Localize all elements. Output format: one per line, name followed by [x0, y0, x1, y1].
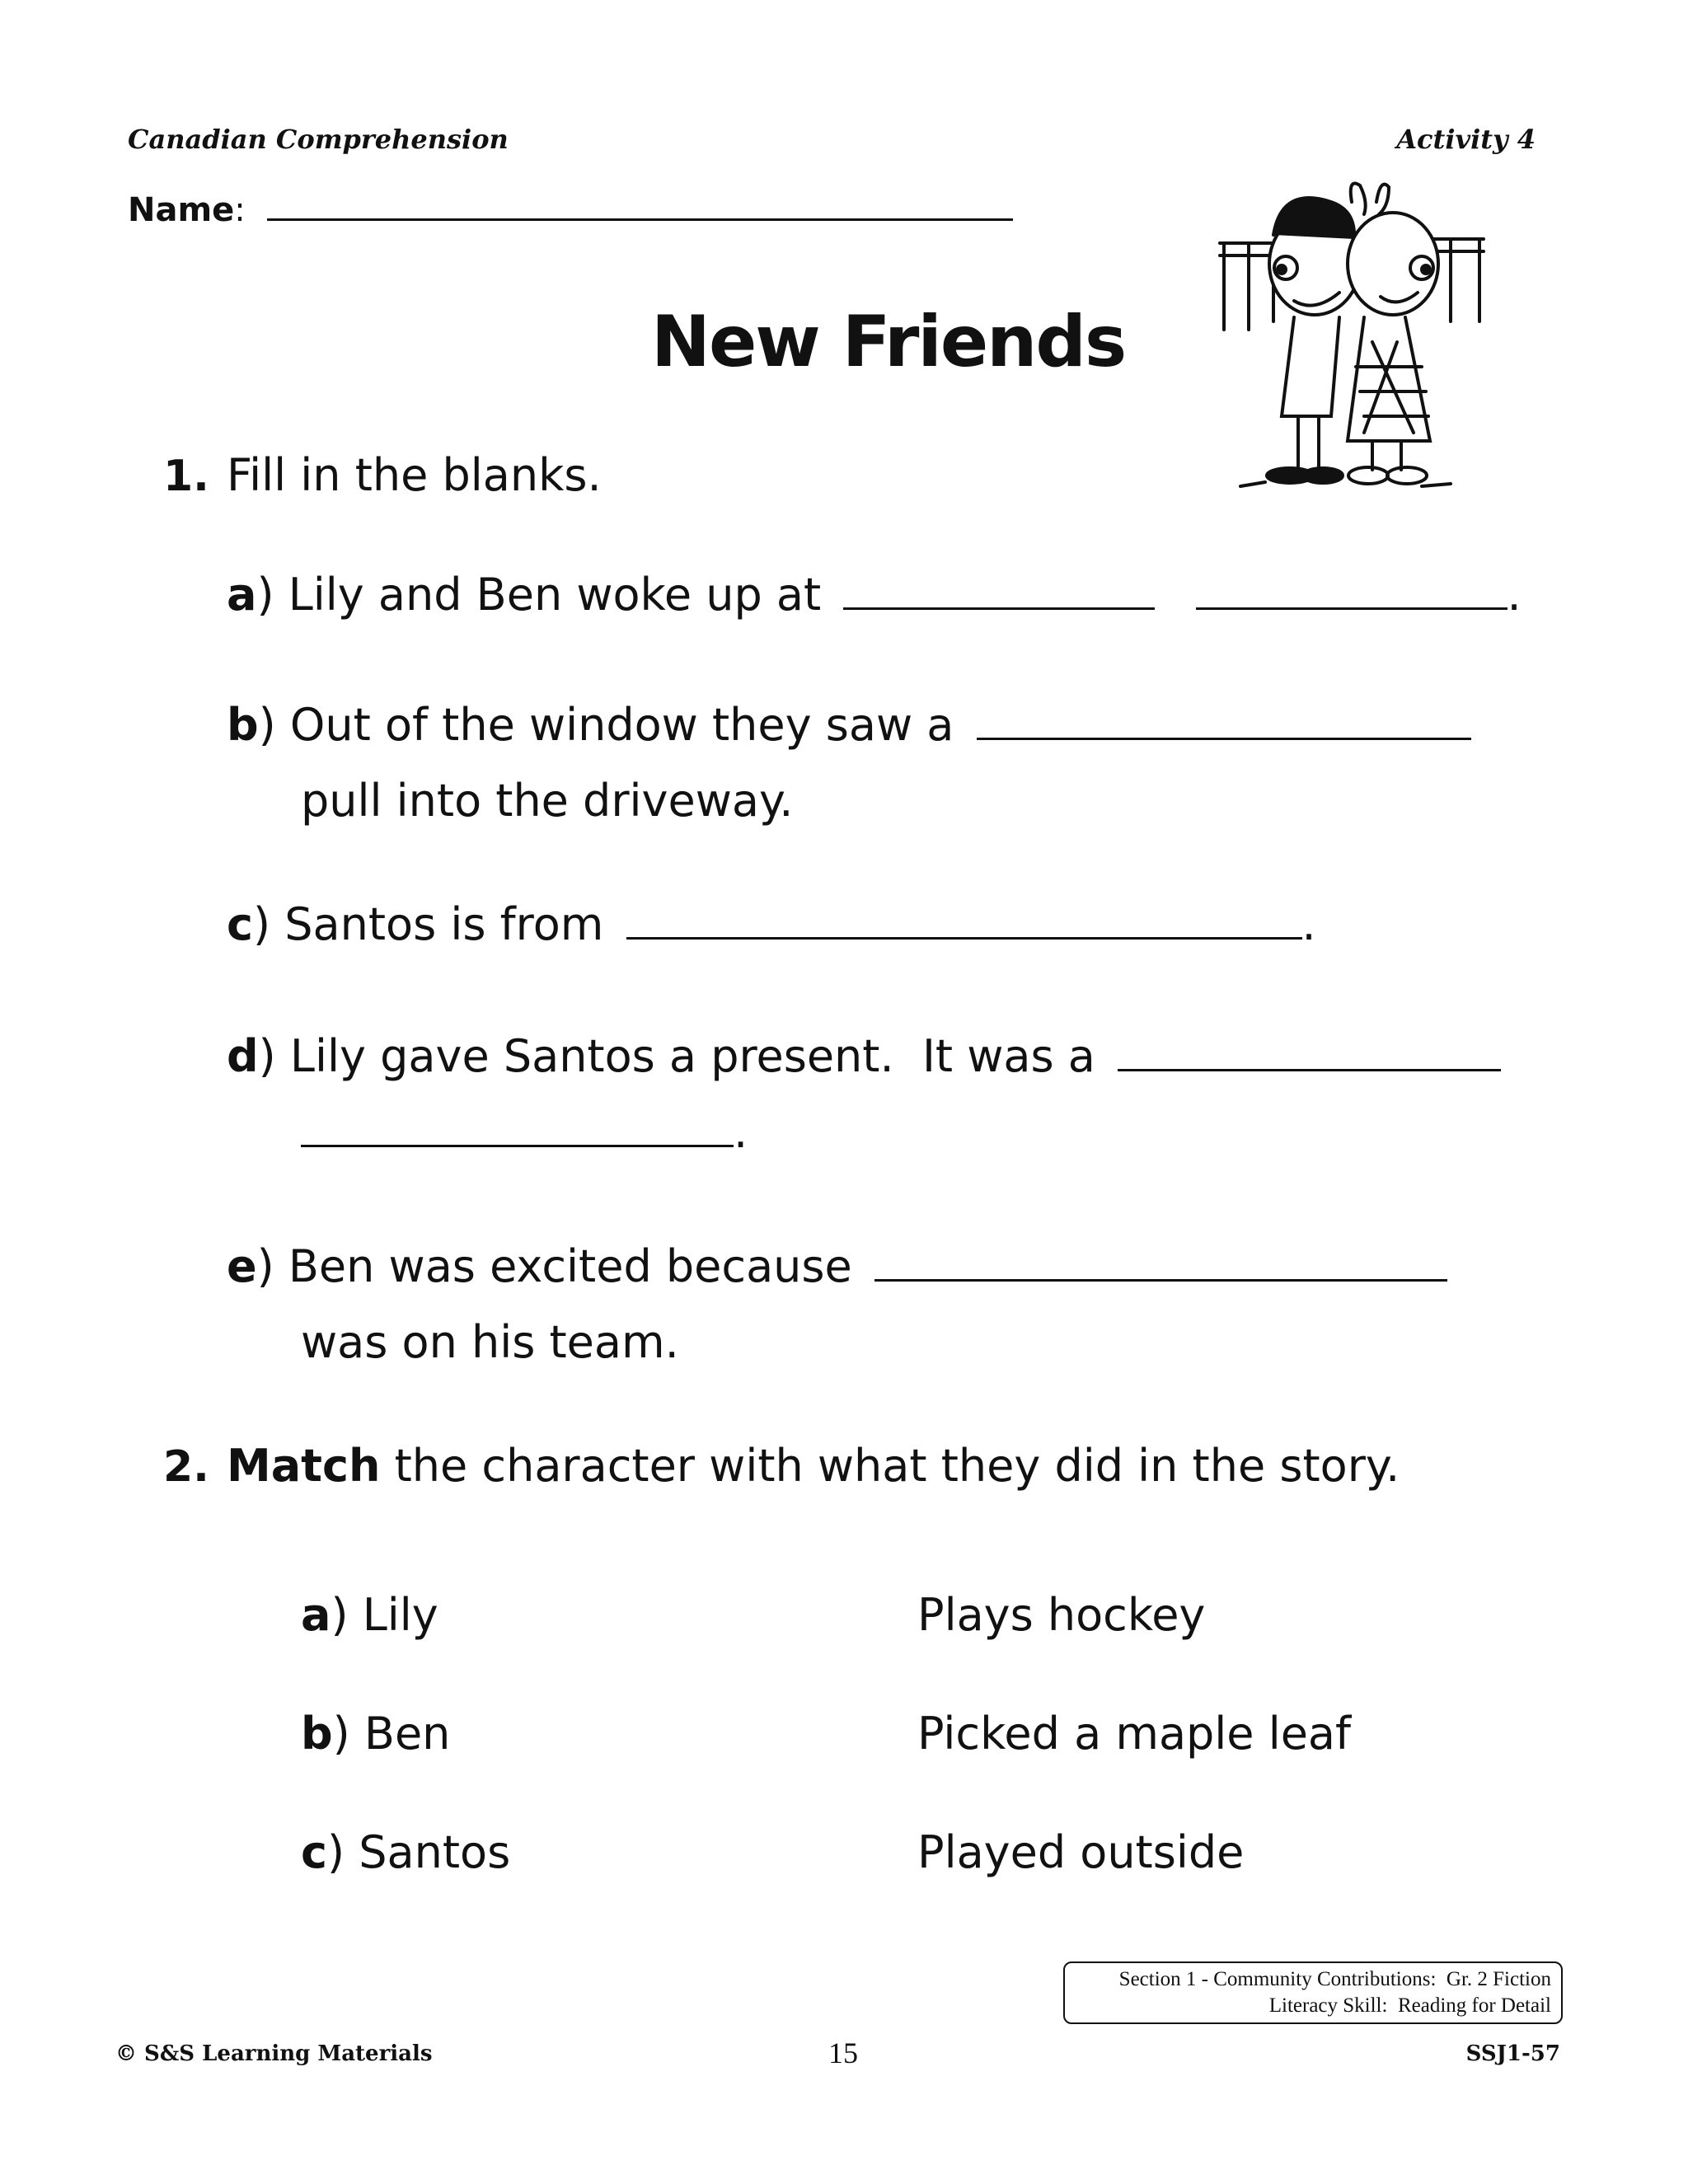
q2-prompt	[227, 1440, 1400, 1492]
q2-prompt-rest: the character with what they did in the story.	[380, 1440, 1400, 1492]
q1-d-blank-1[interactable]	[1118, 1068, 1501, 1071]
q2-action-2[interactable]: Picked a maple leaf	[917, 1708, 1352, 1760]
q2-character-c[interactable]: c) Santos	[301, 1826, 511, 1878]
q1-d-blank-2[interactable]	[301, 1144, 734, 1147]
q1-item-b: b) Out of the window they saw a	[227, 699, 1471, 751]
friends-illustration	[1216, 177, 1488, 499]
q2-character-a[interactable]: a) Lily	[301, 1589, 438, 1641]
q1-e-blank[interactable]	[874, 1278, 1447, 1282]
footer-code: SSJ1-57	[1465, 2041, 1560, 2066]
footer-copyright: © S&S Learning Materials	[115, 2041, 433, 2066]
q1-item-b-text: Out of the window they saw a	[289, 699, 954, 751]
name-colon: :	[234, 191, 246, 229]
header-right: Activity 4	[1396, 124, 1536, 155]
q1-b-blank[interactable]	[977, 737, 1471, 740]
section-info-box	[1063, 1961, 1563, 2024]
q1-item-a: a) Lily and Ben woke up at .	[227, 569, 1522, 621]
q2-prompt-bold: Match	[227, 1440, 381, 1492]
q1-prompt: Fill in the blanks.	[227, 449, 602, 501]
q1-a-blank-2[interactable]	[1196, 607, 1507, 610]
q1-a-blank-1[interactable]	[843, 607, 1155, 610]
q1-c-blank[interactable]	[626, 936, 1302, 940]
q2-character-b[interactable]: b) Ben	[301, 1708, 451, 1760]
name-blank[interactable]	[267, 218, 1013, 221]
page-title: New Friends	[651, 301, 1126, 383]
q1-item-e-text2: was on his team.	[301, 1316, 679, 1368]
section-line-1: Section 1 - Community Contributions: Gr. 2 Fiction	[1118, 1968, 1551, 1990]
q1-item-c-text: Santos is from	[284, 898, 604, 950]
header-left: Canadian Comprehension	[128, 124, 509, 155]
name-field	[128, 191, 1013, 229]
q1-number: 1.	[163, 452, 209, 501]
q1-item-b-text2: pull into the driveway.	[301, 775, 794, 827]
q2-action-3[interactable]: Played outside	[917, 1826, 1245, 1878]
q1-d-line2: .	[301, 1106, 748, 1158]
q1-item-d: d) Lily gave Santos a present. It was a	[227, 1030, 1501, 1082]
q1-item-e-text: Ben was excited because	[288, 1240, 852, 1292]
q1-item-d-text: Lily gave Santos a present. It was a	[289, 1030, 1095, 1082]
q1-item-e: e) Ben was excited because	[227, 1240, 1447, 1292]
q1-item-c: c) Santos is from .	[227, 898, 1316, 950]
page-number: 15	[828, 2036, 858, 2069]
name-label: Name	[128, 191, 235, 229]
q1-item-a-text: Lily and Ben woke up at	[288, 569, 822, 621]
section-line-2: Literacy Skill: Reading for Detail	[1268, 1994, 1551, 2017]
q2-action-1[interactable]: Plays hockey	[917, 1589, 1206, 1641]
q2-number: 2.	[163, 1442, 209, 1492]
